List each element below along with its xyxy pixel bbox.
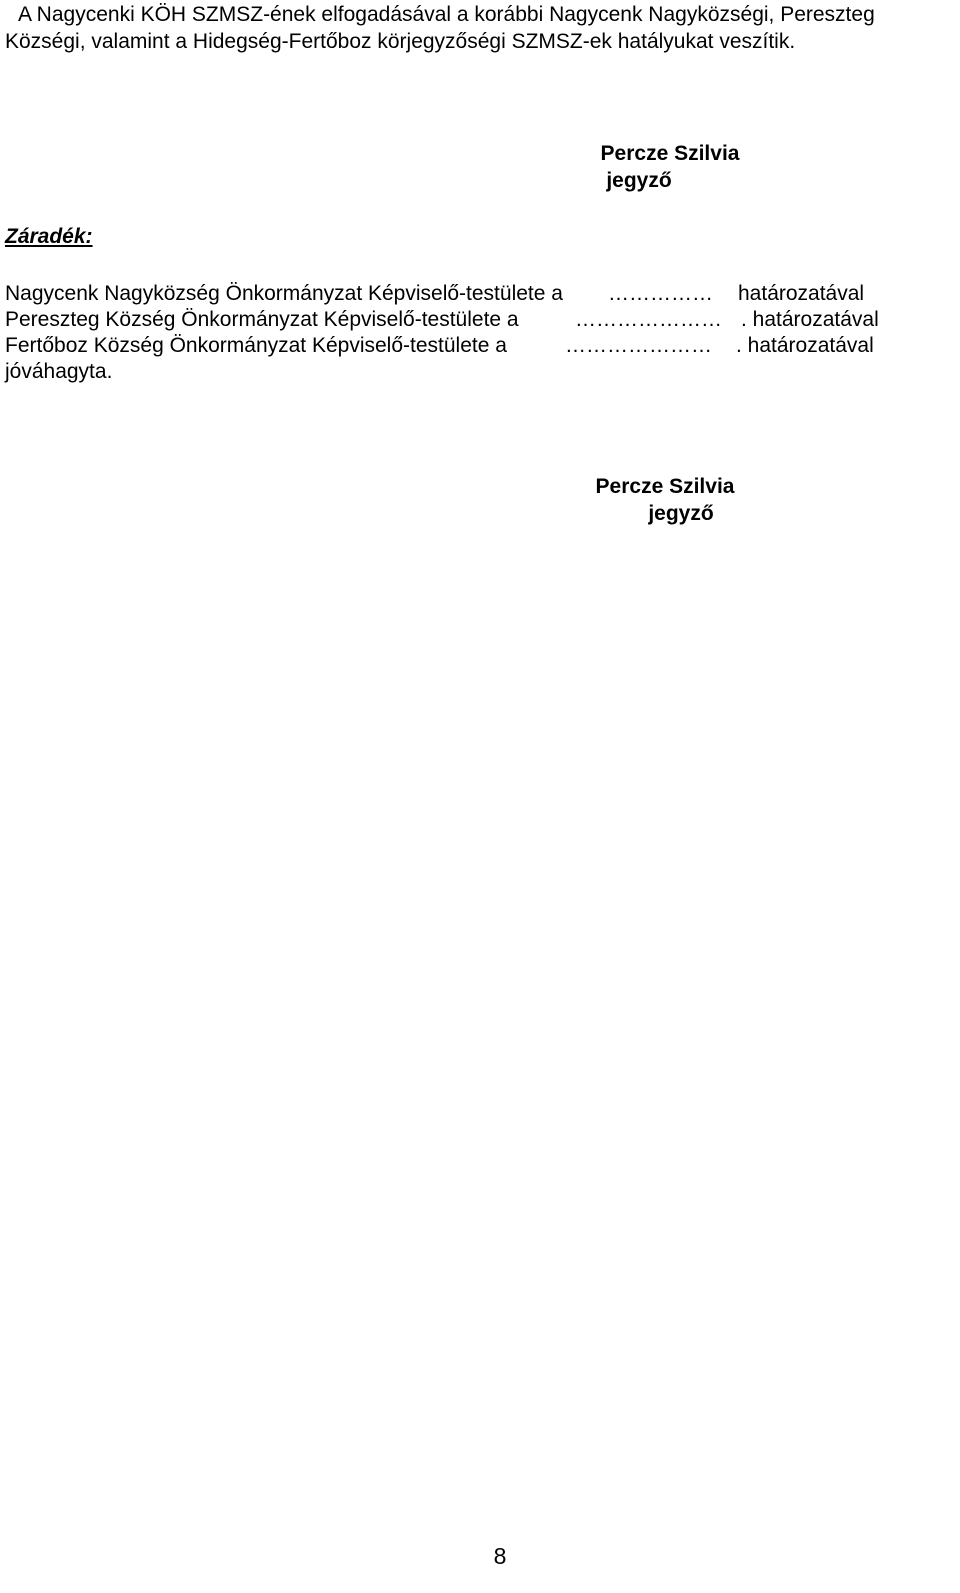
clause-row-lead: Nagycenk Nagyközség Önkormányzat Képviselő-testülete a xyxy=(5,282,563,305)
intro-paragraph xyxy=(5,1,955,55)
clause-row xyxy=(5,281,955,307)
clause-row-tail: határozatával xyxy=(738,282,865,305)
signatory-role: jegyző xyxy=(606,169,672,192)
clause-row-placeholder: ………………… xyxy=(575,308,722,331)
signature-block-bottom xyxy=(555,473,775,527)
signatory-name: Percze Szilvia xyxy=(600,142,740,165)
clause-row-placeholder: …………… xyxy=(608,282,713,305)
intro-line-2: Községi, valamint a Hidegség-Fertőboz körjegyzőségi SZMSZ-ek hatályukat veszítik. xyxy=(5,30,796,53)
clause-row-tail: . határozatával xyxy=(736,334,874,357)
clause-heading: Záradék: xyxy=(5,225,93,248)
intro-line-1: A Nagycenki KÖH SZMSZ-ének elfogadásával a korábbi Nagycenk Nagyközségi, Pereszteg xyxy=(18,3,875,26)
clause-closing-text: jóváhagyta. xyxy=(5,360,113,383)
clause-row-lead: Fertőboz Község Önkormányzat Képviselő-testülete a xyxy=(5,334,507,357)
clause-row xyxy=(5,333,955,359)
clause-closing xyxy=(5,359,955,385)
clause-row-tail: . határozatával xyxy=(741,308,879,331)
clause-row-placeholder: ………………… xyxy=(565,334,712,357)
clause-body xyxy=(5,281,955,385)
clause-row-lead: Pereszteg Község Önkormányzat Képviselő-testülete a xyxy=(5,308,519,331)
clause-row xyxy=(5,307,955,333)
signatory-role: jegyző xyxy=(648,502,714,525)
page-number: 8 xyxy=(493,1543,507,1569)
signatory-name: Percze Szilvia xyxy=(595,475,735,498)
signature-block-top xyxy=(560,140,780,194)
